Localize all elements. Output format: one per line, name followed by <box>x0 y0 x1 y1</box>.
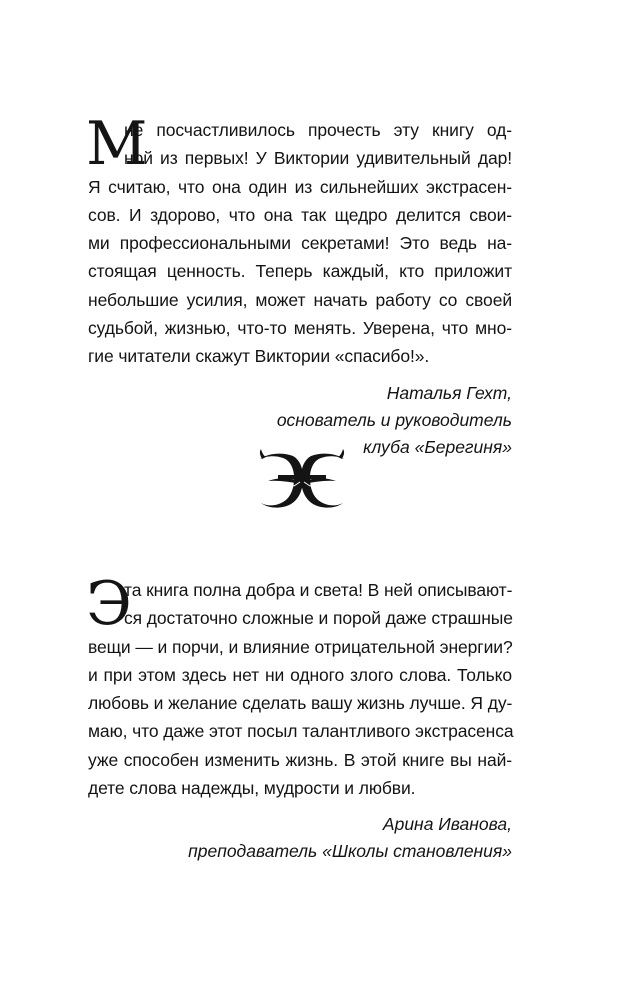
text-line: дете слова надежды, мудрости и любви. <box>88 778 416 799</box>
text-line: ной из первых! У Виктории удивительный дар! <box>124 148 512 169</box>
mirrored-ee-monogram-icon <box>254 448 350 510</box>
attribution <box>88 811 512 865</box>
author-role: клуба «Берегиня» <box>363 436 512 457</box>
text-line: сов. И здорово, что она так щедро делится свои- <box>88 204 512 225</box>
text-line: Я считаю, что она один из сильнейших экстрасен- <box>88 176 512 197</box>
text-line: стоящая ценность. Теперь каждый, кто приложит <box>88 261 512 282</box>
text-line: ми профессиональными секретами! Это ведь на- <box>88 233 512 254</box>
author-name: Арина Иванова, <box>382 814 512 835</box>
text-line: гие читатели скажут Виктории «спасибо!». <box>88 346 430 367</box>
drop-cap: Э <box>86 569 132 639</box>
text-line: небольшие усилия, может начать работу со своей <box>88 289 512 310</box>
author-name: Наталья Гехт, <box>386 382 512 403</box>
testimonial-arina <box>86 569 514 865</box>
text-line: вещи — и порчи, и влияние отрицательной энергии? <box>88 636 513 657</box>
testimonial-text <box>86 109 512 371</box>
text-line: ся достаточно сложные и порой даже страшные <box>124 608 513 629</box>
text-line: и при этом здесь нет ни одного злого слова. Только <box>88 664 512 685</box>
text-line: судьбой, жизнью, что-то менять. Уверена, что мно- <box>88 318 512 339</box>
testimonial-natalya <box>86 109 512 461</box>
author-role: преподаватель «Школы становления» <box>188 841 512 862</box>
drop-cap: М <box>86 109 148 179</box>
testimonial-text <box>86 569 514 802</box>
author-role: основатель и руководитель <box>276 409 512 430</box>
text-line: не посчастливилось прочесть эту книгу од- <box>124 120 512 140</box>
text-line: любовь и желание сделать вашу жизнь лучше. Я ду- <box>88 693 513 714</box>
text-line: уже способен изменить жизнь. В этой книге вы най- <box>88 749 512 770</box>
text-line: та книга полна добра и света! В ней описывают- <box>124 580 513 600</box>
text-line: маю, что даже этот посыл талантливого экстрасенса <box>88 721 514 742</box>
